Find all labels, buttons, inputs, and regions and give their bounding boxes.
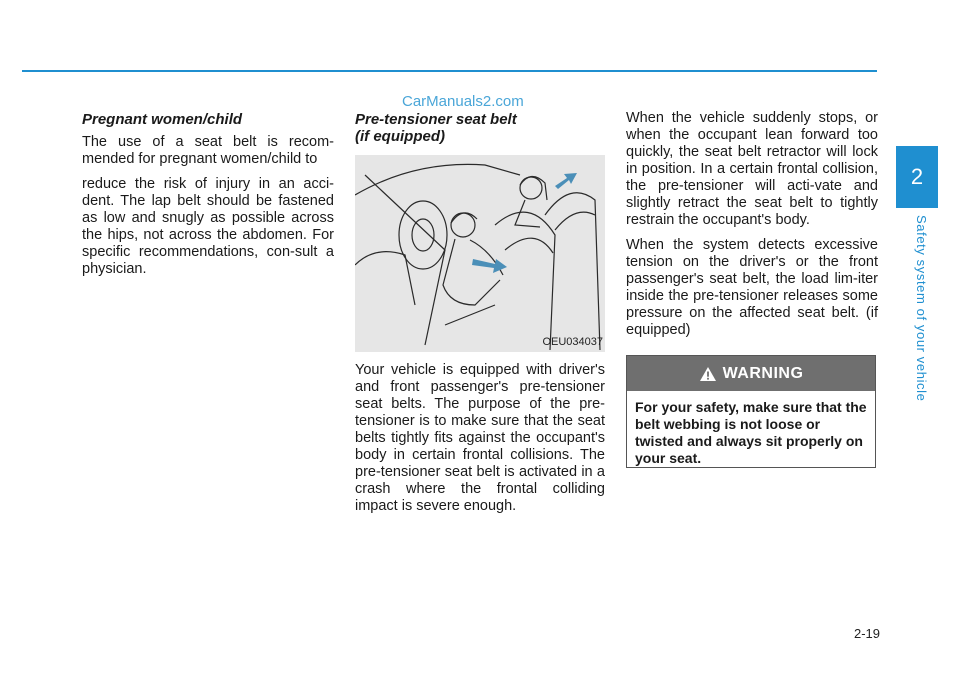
chapter-number: 2 xyxy=(910,164,924,189)
heading-line: Pre-tensioner seat belt xyxy=(355,111,517,128)
figure-code: OEU034037 xyxy=(542,336,603,348)
warning-triangle-icon xyxy=(699,366,717,382)
seatbelt-illustration xyxy=(355,155,605,352)
column-pregnant-women xyxy=(82,111,334,286)
car-interior-drawing xyxy=(355,155,605,352)
warning-title: WARNING xyxy=(722,364,804,382)
paragraph: Your vehicle is equipped with driver's and front passenger's pre-tensioner seat belts. The purpose of the pre-tensioner is to make sure that the seat belts tightly fits against the occupant's body in certain frontal collisions. The pre-tensioner seat belt is activated in a crash where the frontal colliding impact is severe enough. xyxy=(355,362,605,514)
chapter-title: Safety system of your vehicle xyxy=(914,215,929,402)
section-heading: Pregnant women/child xyxy=(82,111,243,128)
paragraph: reduce the risk of injury in an acci-dent. The lap belt should be fastened as low and snugly as possible across the hips, not across the abdomen. For specific recommendations, con-sult a physician. xyxy=(82,176,334,277)
warning-box xyxy=(626,355,876,468)
paragraph: When the system detects excessive tension on the driver's or the front passenger's seat belt, the load lim-iter inside the pre-tensioner releases some pressure on the affected seat belt. (if equipped) xyxy=(626,237,878,338)
chapter-tab xyxy=(896,146,938,208)
page-number: 2-19 xyxy=(853,626,880,641)
column-retractor xyxy=(626,110,878,347)
heading-line: (if equipped) xyxy=(355,128,445,145)
top-rule xyxy=(22,70,877,72)
column-pretensioner xyxy=(355,111,605,523)
section-heading xyxy=(355,111,605,145)
warning-text: For your safety, make sure that the belt webbing is not loose or twisted and always sit properly on your seat. xyxy=(635,399,867,466)
paragraph: When the vehicle suddenly stops, or when the occupant lean forward too quickly, the seat belt retractor will lock in position. In a certain frontal collision, the pre-tensioner will acti-vate and slightly retract the seat belt to tightly restrain the occupant's body. xyxy=(626,110,878,228)
paragraph: The use of a seat belt is recom-mended for pregnant women/child to xyxy=(82,134,334,167)
watermark: CarManuals2.com xyxy=(402,93,524,110)
warning-header xyxy=(627,356,875,391)
